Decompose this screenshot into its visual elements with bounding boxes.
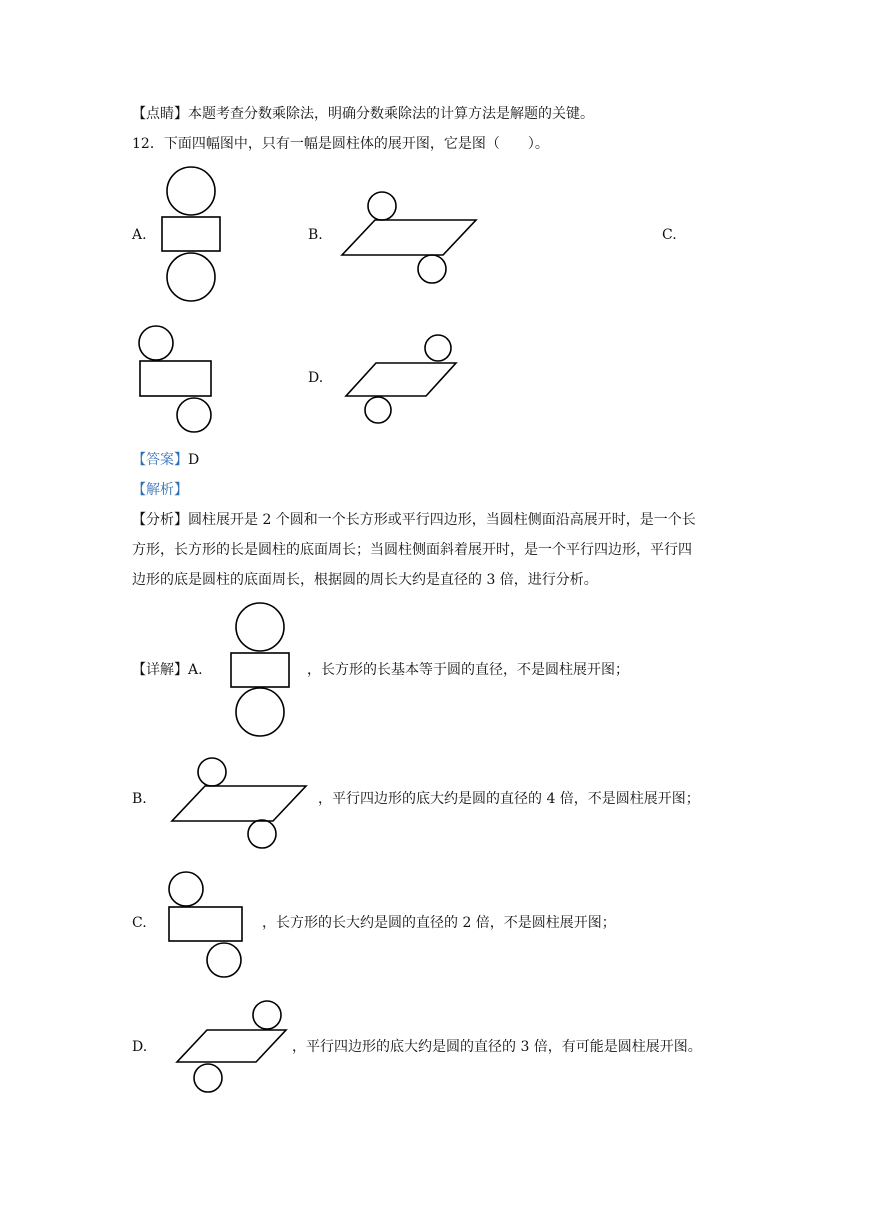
- detail-b-text: ，平行四边形的底大约是圆的直径的 4 倍，不是圆柱展开图；: [318, 791, 700, 807]
- detail-b-figure: [170, 756, 310, 852]
- answer-value: D: [188, 452, 200, 468]
- answer-tag: 【答案】: [132, 452, 188, 468]
- detail-d-prefix: D.: [132, 1039, 148, 1055]
- detail-b-prefix: B.: [132, 791, 147, 807]
- detail-a-prefix: 【详解】A.: [132, 662, 203, 678]
- option-b-label: B.: [308, 227, 323, 243]
- option-c-figure: [137, 324, 215, 436]
- fenxi-line-2: 方形，长方形的长是圆柱的底面周长；当圆柱侧面斜着展开时，是一个平行四边形，平行四: [132, 542, 692, 558]
- detail-d-figure: [175, 999, 291, 1095]
- detail-c-figure: [166, 870, 246, 982]
- option-d-label: D.: [308, 370, 324, 386]
- detail-a-figure: [228, 602, 292, 740]
- option-c-label: C.: [662, 227, 677, 243]
- option-a-figure: [160, 166, 222, 304]
- fenxi-line-3: 边形的底是圆柱的底面周长，根据圆的周长大约是直径的 3 倍，进行分析。: [132, 572, 598, 588]
- analysis-tag: 【解析】: [132, 482, 188, 498]
- option-a-label: A.: [132, 227, 147, 243]
- detail-c-text: ，长方形的长大约是圆的直径的 2 倍，不是圆柱展开图；: [262, 915, 616, 931]
- detail-c-prefix: C.: [132, 915, 147, 931]
- fenxi-line-1: 【分析】圆柱展开是 2 个圆和一个长方形或平行四边形，当圆柱侧面沿高展开时，是一个长: [132, 512, 696, 528]
- dianjing-line: 【点睛】本题考查分数乘除法，明确分数乘除法的计算方法是解题的关键。: [132, 106, 594, 122]
- detail-d-text: ，平行四边形的底大约是圆的直径的 3 倍，有可能是圆柱展开图。: [292, 1039, 702, 1055]
- option-b-figure: [340, 190, 480, 286]
- option-d-figure: [344, 333, 460, 425]
- detail-a-text: ，长方形的长基本等于圆的直径，不是圆柱展开图；: [307, 662, 629, 678]
- answer-line: [132, 450, 199, 470]
- question-12: 12．下面四幅图中，只有一幅是圆柱体的展开图，它是图（ ）。: [132, 136, 549, 152]
